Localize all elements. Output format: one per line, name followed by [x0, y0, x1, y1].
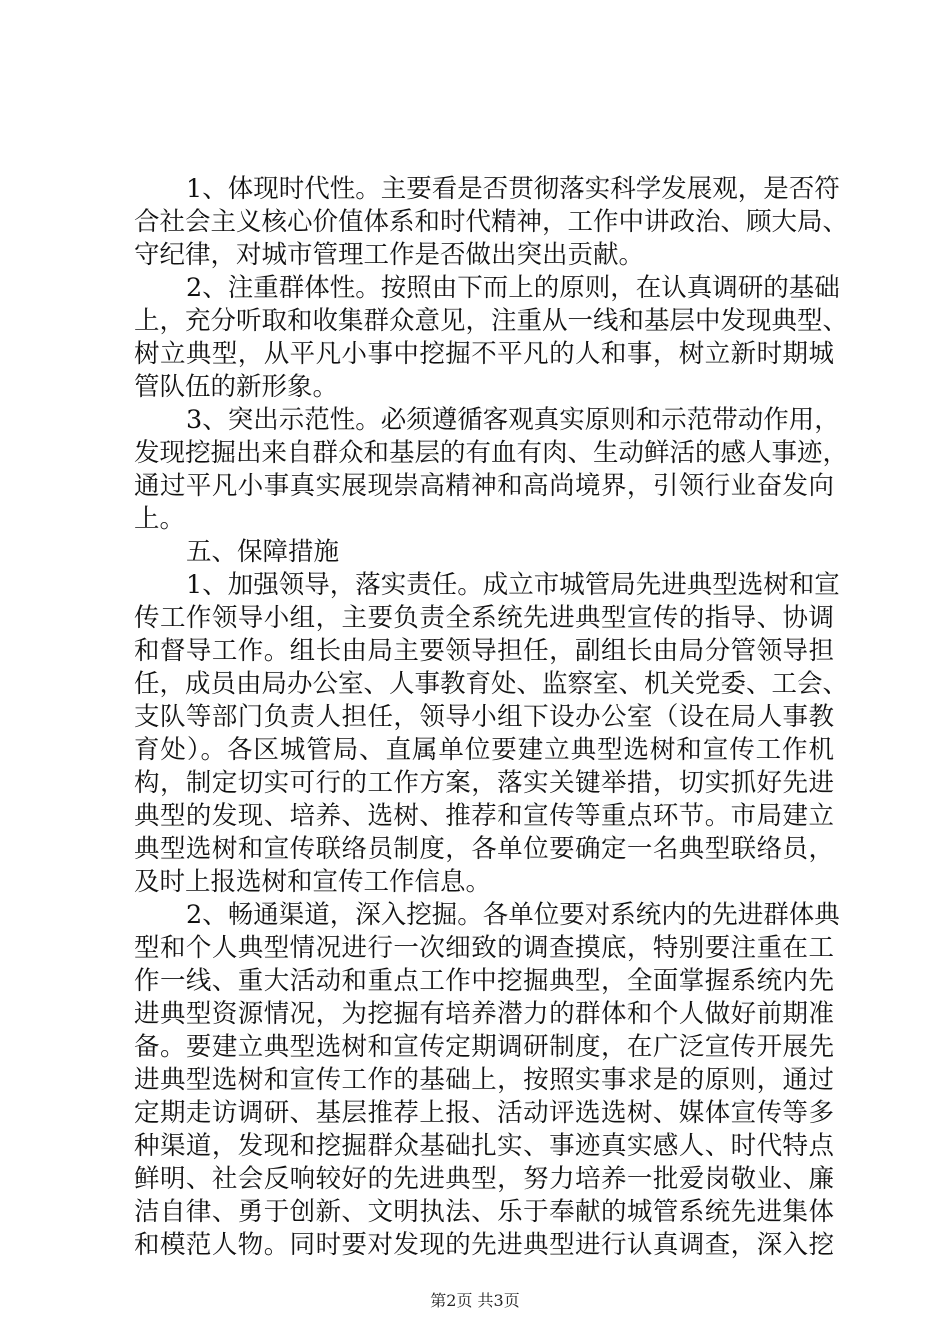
text-line: 型和个人典型情况进行一次细致的调查摸底，特别要注重在工 — [134, 933, 834, 963]
text-line: 2、畅通渠道，深入挖掘。各单位要对系统内的先进群体典 — [186, 900, 840, 930]
text-line: 及时上报选树和宣传工作信息。 — [134, 867, 492, 897]
text-line: 1、加强领导，落实责任。成立市城管局先进典型选树和宣 — [186, 570, 840, 600]
text-line: 备。要建立典型选树和宣传定期调研制度，在广泛宣传开展先 — [134, 1032, 834, 1062]
document-body — [134, 173, 849, 1262]
text-line: 上。 — [134, 504, 186, 534]
text-line: 典型的发现、培养、选树、推荐和宣传等重点环节。市局建立 — [134, 801, 834, 831]
text-line: 守纪律，对城市管理工作是否做出突出贡献。 — [134, 240, 645, 270]
text-line: 构，制定切实可行的工作方案，落实关键举措，切实抓好先进 — [134, 768, 834, 798]
text-line: 支队等部门负责人担任，领导小组下设办公室（设在局人事教 — [134, 702, 834, 732]
text-line: 和督导工作。组长由局主要领导担任，副组长由局分管领导担 — [134, 636, 834, 666]
text-line: 洁自律、勇于创新、文明执法、乐于奉献的城管系统先进集体 — [134, 1197, 834, 1227]
text-line: 3、突出示范性。必须遵循客观真实原则和示范带动作用， — [186, 405, 840, 435]
text-line: 传工作领导小组，主要负责全系统先进典型宣传的指导、协调 — [134, 603, 834, 633]
text-line: 合社会主义核心价值体系和时代精神，工作中讲政治、顾大局、 — [134, 207, 849, 237]
text-line: 和模范人物。同时要对发现的先进典型进行认真调查，深入挖 — [134, 1230, 834, 1260]
text-line: 2、注重群体性。按照由下而上的原则，在认真调研的基础 — [186, 273, 840, 303]
text-line: 典型选树和宣传联络员制度，各单位要确定一名典型联络员， — [134, 834, 834, 864]
text-line: 定期走访调研、基层推荐上报、活动评选选树、媒体宣传等多 — [134, 1098, 834, 1128]
page-footer: 第2页 共3页 — [430, 1291, 520, 1310]
text-line: 管队伍的新形象。 — [134, 372, 339, 402]
text-line: 上，充分听取和收集群众意见，注重从一线和基层中发现典型、 — [134, 306, 849, 336]
text-line: 进典型资源情况，为挖掘有培养潜力的群体和个人做好前期准 — [134, 999, 834, 1029]
text-line: 育处）。各区城管局、直属单位要建立典型选树和宣传工作机 — [134, 735, 834, 765]
text-line: 通过平凡小事真实展现崇高精神和高尚境界，引领行业奋发向 — [134, 471, 834, 501]
text-line: 1、体现时代性。主要看是否贯彻落实科学发展观，是否符 — [186, 174, 840, 204]
text-line: 种渠道，发现和挖掘群众基础扎实、事迹真实感人、时代特点 — [134, 1131, 834, 1161]
text-line: 进典型选树和宣传工作的基础上，按照实事求是的原则，通过 — [134, 1065, 834, 1095]
text-line: 五、保障措施 — [186, 537, 340, 567]
text-line: 树立典型，从平凡小事中挖掘不平凡的人和事，树立新时期城 — [134, 339, 834, 369]
text-line: 任，成员由局办公室、人事教育处、监察室、机关党委、工会、 — [134, 669, 849, 699]
text-line: 发现挖掘出来自群众和基层的有血有肉、生动鲜活的感人事迹， — [134, 438, 849, 468]
text-line: 作一线、重大活动和重点工作中挖掘典型，全面掌握系统内先 — [134, 966, 834, 996]
text-line: 鲜明、社会反响较好的先进典型，努力培养一批爱岗敬业、廉 — [134, 1164, 834, 1194]
